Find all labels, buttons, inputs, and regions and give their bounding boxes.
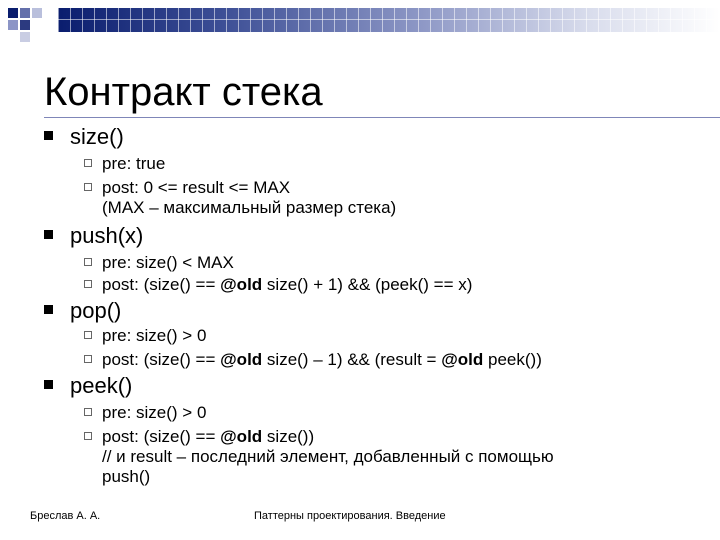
subitem-text: push(): [102, 467, 151, 486]
bullet-label: size(): [70, 124, 124, 149]
bullet-label: push(x): [70, 223, 144, 248]
square-bullet-icon: [44, 131, 53, 140]
square-bullet-icon: [44, 230, 53, 239]
footer-course: Паттерны проектирования. Введение: [254, 510, 446, 522]
bullet-label: pop(): [70, 298, 122, 323]
subitem-text: post: (size() == @old size() + 1) && (peek() == x): [102, 275, 473, 294]
hollow-square-bullet-icon: [84, 355, 92, 363]
hollow-square-bullet-icon: [84, 183, 92, 191]
footer-author: Бреслав А. А.: [30, 510, 101, 522]
subitem-text: pre: true: [102, 154, 166, 173]
subitem-text: pre: size() > 0: [102, 403, 207, 422]
hollow-square-bullet-icon: [84, 280, 92, 288]
hollow-square-bullet-icon: [84, 331, 92, 339]
subitem-text: post: (size() == @old size()): [102, 427, 315, 446]
subitem-text: (MAX – максимальный размер стека): [102, 198, 397, 217]
hollow-square-bullet-icon: [84, 408, 92, 416]
subitem-text: post: 0 <= result <= MAX: [102, 178, 291, 197]
bullet-label: peek(): [70, 373, 133, 398]
hollow-square-bullet-icon: [84, 432, 92, 440]
slide-title: Контракт стека: [44, 70, 323, 114]
subitem-text: pre: size() < MAX: [102, 253, 234, 272]
hollow-square-bullet-icon: [84, 258, 92, 266]
square-bullet-icon: [44, 380, 53, 389]
subitem-text: post: (size() == @old size() – 1) && (result = @old peek()): [102, 350, 542, 369]
hollow-square-bullet-icon: [84, 159, 92, 167]
subitem-text: pre: size() > 0: [102, 326, 207, 345]
subitem-text: // и result – последний элемент, добавленный с помощью: [102, 447, 554, 466]
square-bullet-icon: [44, 305, 53, 314]
